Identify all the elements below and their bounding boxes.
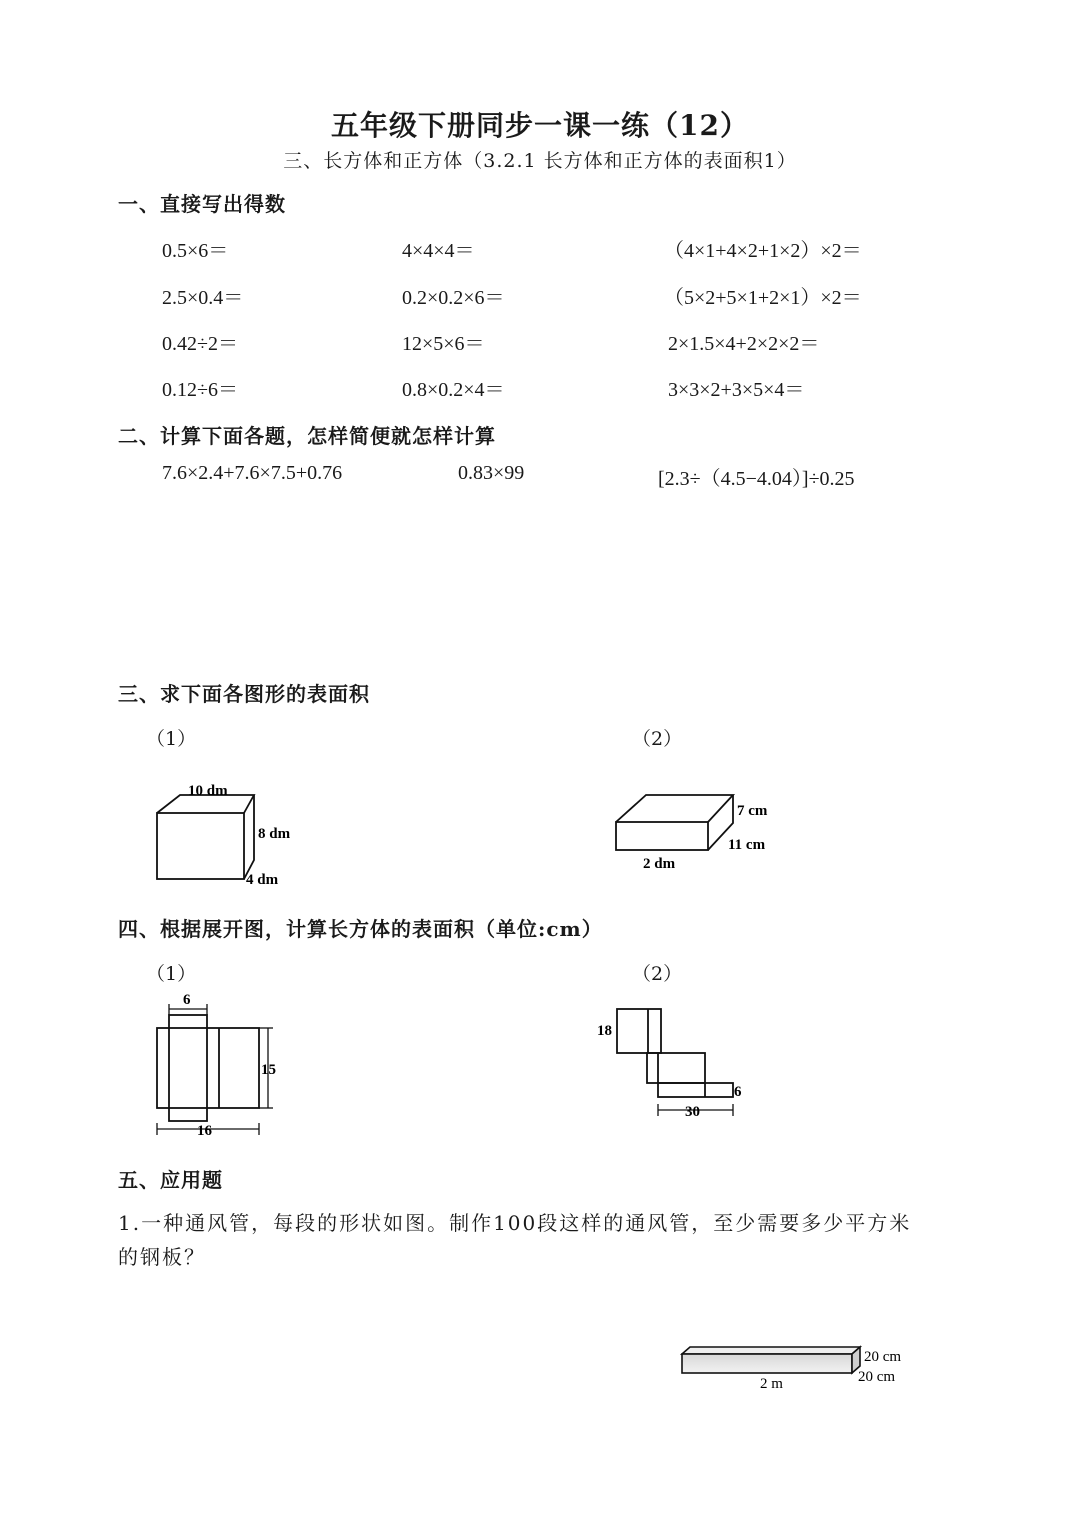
sub-label: （1）: [146, 963, 197, 985]
duct-figure: [676, 1340, 926, 1395]
net-figure-1: [150, 985, 290, 1140]
section1-heading: 一、直接写出得数: [118, 192, 286, 216]
calc-item: [2.3÷（4.5−4.04）]÷0.25: [658, 468, 855, 490]
cuboid1-height-label: 8 dm: [258, 826, 291, 842]
duct-length-label: 2 m: [760, 1376, 783, 1392]
section2-heading: 二、计算下面各题，怎样简便就怎样计算: [118, 424, 496, 448]
duct-dim2-label: 20 cm: [858, 1369, 896, 1385]
net1-bottom-label: 16: [197, 1123, 212, 1139]
mental-math-item: 0.8×0.2×4＝: [402, 379, 505, 401]
mental-math-item: 3×3×2+3×5×4＝: [668, 379, 805, 401]
mental-math-item: 0.2×0.2×6＝: [402, 287, 505, 309]
cuboid2-length-label: 2 dm: [643, 856, 676, 872]
word-problem-line1: 1.一种通风管，每段的形状如图。制作100段这样的通风管，至少需要多少平方米: [118, 1211, 912, 1235]
mental-math-item: 0.42÷2＝: [162, 333, 238, 355]
cuboid-figure-2: [610, 790, 800, 875]
net1-right-label: 15: [261, 1062, 276, 1078]
section4-heading: 四、根据展开图，计算长方体的表面积（单位:cm）: [118, 917, 603, 941]
calc-item: 7.6×2.4+7.6×7.5+0.76: [162, 462, 343, 484]
cuboid2-height-label: 7 cm: [737, 803, 768, 819]
net2-right-label: 6: [734, 1084, 742, 1100]
sub-label: （2）: [632, 963, 683, 985]
cuboid2-width-label: 11 cm: [728, 837, 766, 853]
cuboid1-width-label: 4 dm: [246, 872, 279, 888]
net1-top-label: 6: [183, 992, 191, 1008]
mental-math-item: 0.12÷6＝: [162, 379, 238, 401]
net2-bottom-label: 30: [685, 1104, 700, 1120]
cuboid-figure-1: [150, 775, 310, 890]
net2-left-label: 18: [597, 1023, 612, 1039]
net-figure-2: [592, 1005, 762, 1130]
mental-math-item: （5×2+5×1+2×1）×2＝: [664, 287, 862, 309]
section3-heading: 三、求下面各图形的表面积: [118, 682, 370, 706]
page-title: 五年级下册同步一课一练（12）: [331, 109, 749, 142]
page-subtitle: 三、长方体和正方体（3.2.1 长方体和正方体的表面积1）: [283, 150, 797, 172]
mental-math-item: 2.5×0.4＝: [162, 287, 244, 309]
mental-math-item: 0.5×6＝: [162, 240, 229, 262]
mental-math-item: 12×5×6＝: [402, 333, 485, 355]
cuboid1-length-label: 10 dm: [188, 783, 228, 799]
mental-math-item: 4×4×4＝: [402, 240, 475, 262]
duct-dim1-label: 20 cm: [864, 1349, 902, 1365]
mental-math-item: 2×1.5×4+2×2×2＝: [668, 333, 820, 355]
sub-label: （2）: [632, 728, 683, 750]
word-problem-line2: 的钢板？: [118, 1245, 206, 1269]
sub-label: （1）: [146, 728, 197, 750]
section5-heading: 五、应用题: [118, 1168, 223, 1192]
calc-item: 0.83×99: [458, 462, 525, 484]
mental-math-item: （4×1+4×2+1×2）×2＝: [664, 240, 862, 262]
